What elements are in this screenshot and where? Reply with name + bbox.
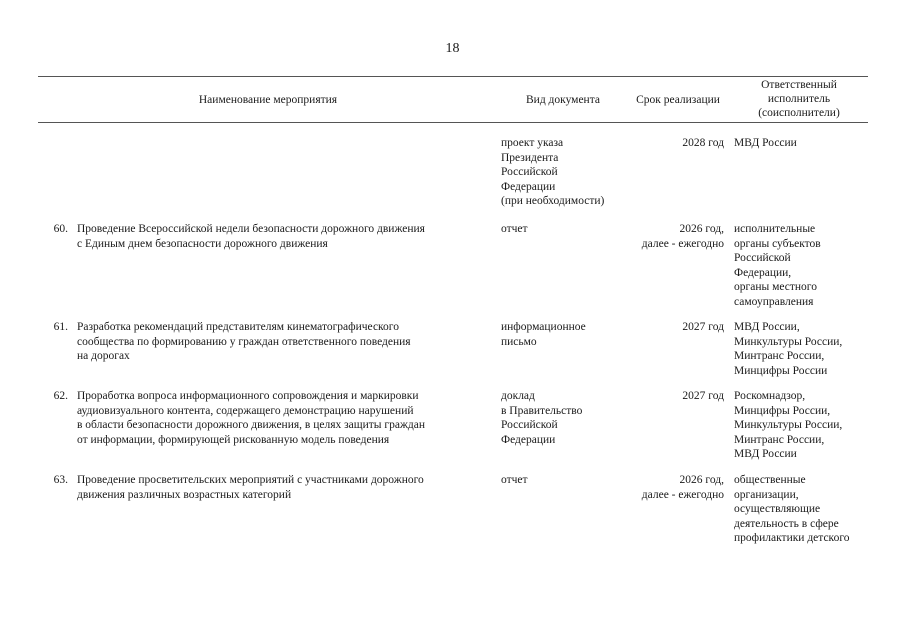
row-responsible: МВД России, Минкультуры России, Минтранс России, Минцифры России	[734, 321, 843, 377]
row-document-type: отчет	[501, 474, 528, 486]
row-term: 2027 год	[682, 390, 724, 402]
row-term: 2026 год, далее - ежегодно	[641, 474, 724, 501]
row-number: 63.	[53, 474, 68, 486]
row-term: 2027 год	[682, 321, 724, 333]
row-number: 61.	[53, 321, 68, 333]
row-event-name: Проведение просветительских мероприятий с участниками дорожного движения различных возрастных категорий	[77, 474, 424, 501]
row-document-type: информационное письмо	[501, 321, 586, 348]
header-responsible: Ответственный исполнитель (соисполнители)	[758, 79, 840, 119]
header-document-type: Вид документа	[526, 94, 600, 106]
row-document-type: доклад в Правительство Российской Федерации	[501, 390, 583, 446]
row-responsible: общественные организации, осуществляющие деятельность в сфере профилактики детского	[734, 474, 850, 545]
row-responsible: исполнительные органы субъектов Российской Федерации, органы местного самоуправления	[734, 223, 821, 308]
header-term: Срок реализации	[636, 94, 720, 106]
row-term: 2026 год, далее - ежегодно	[641, 223, 724, 250]
row-event-name: Разработка рекомендаций представителям кинематографического сообщества по формированию у граждан ответственного поведения на дорогах	[77, 321, 411, 363]
row-event-name: Проведение Всероссийской недели безопасности дорожного движения с Единым днем безопасности дорожного движения	[77, 223, 425, 250]
row-term: 2028 год	[682, 137, 724, 149]
row-number: 60.	[53, 223, 68, 235]
row-event-name: Проработка вопроса информационного сопровождения и маркировки аудиовизуального контента, содержащего демонстрацию нарушений в области безопасности дорожного движения, в целях защиты граждан от информации, формирующей рискованную модель поведения	[77, 390, 426, 446]
row-responsible: Роскомнадзор, Минцифры России, Минкультуры России, Минтранс России, МВД России	[734, 390, 843, 461]
page-number: 18	[445, 41, 460, 56]
row-responsible: МВД России	[734, 137, 797, 149]
table-top-rule	[38, 76, 868, 77]
row-document-type: отчет	[501, 223, 528, 235]
header-event-name: Наименование мероприятия	[198, 94, 338, 106]
row-number: 62.	[53, 390, 68, 402]
header-bottom-rule	[38, 122, 868, 123]
row-document-type: проект указа Президента Российской Федерации (при необходимости)	[501, 137, 605, 208]
